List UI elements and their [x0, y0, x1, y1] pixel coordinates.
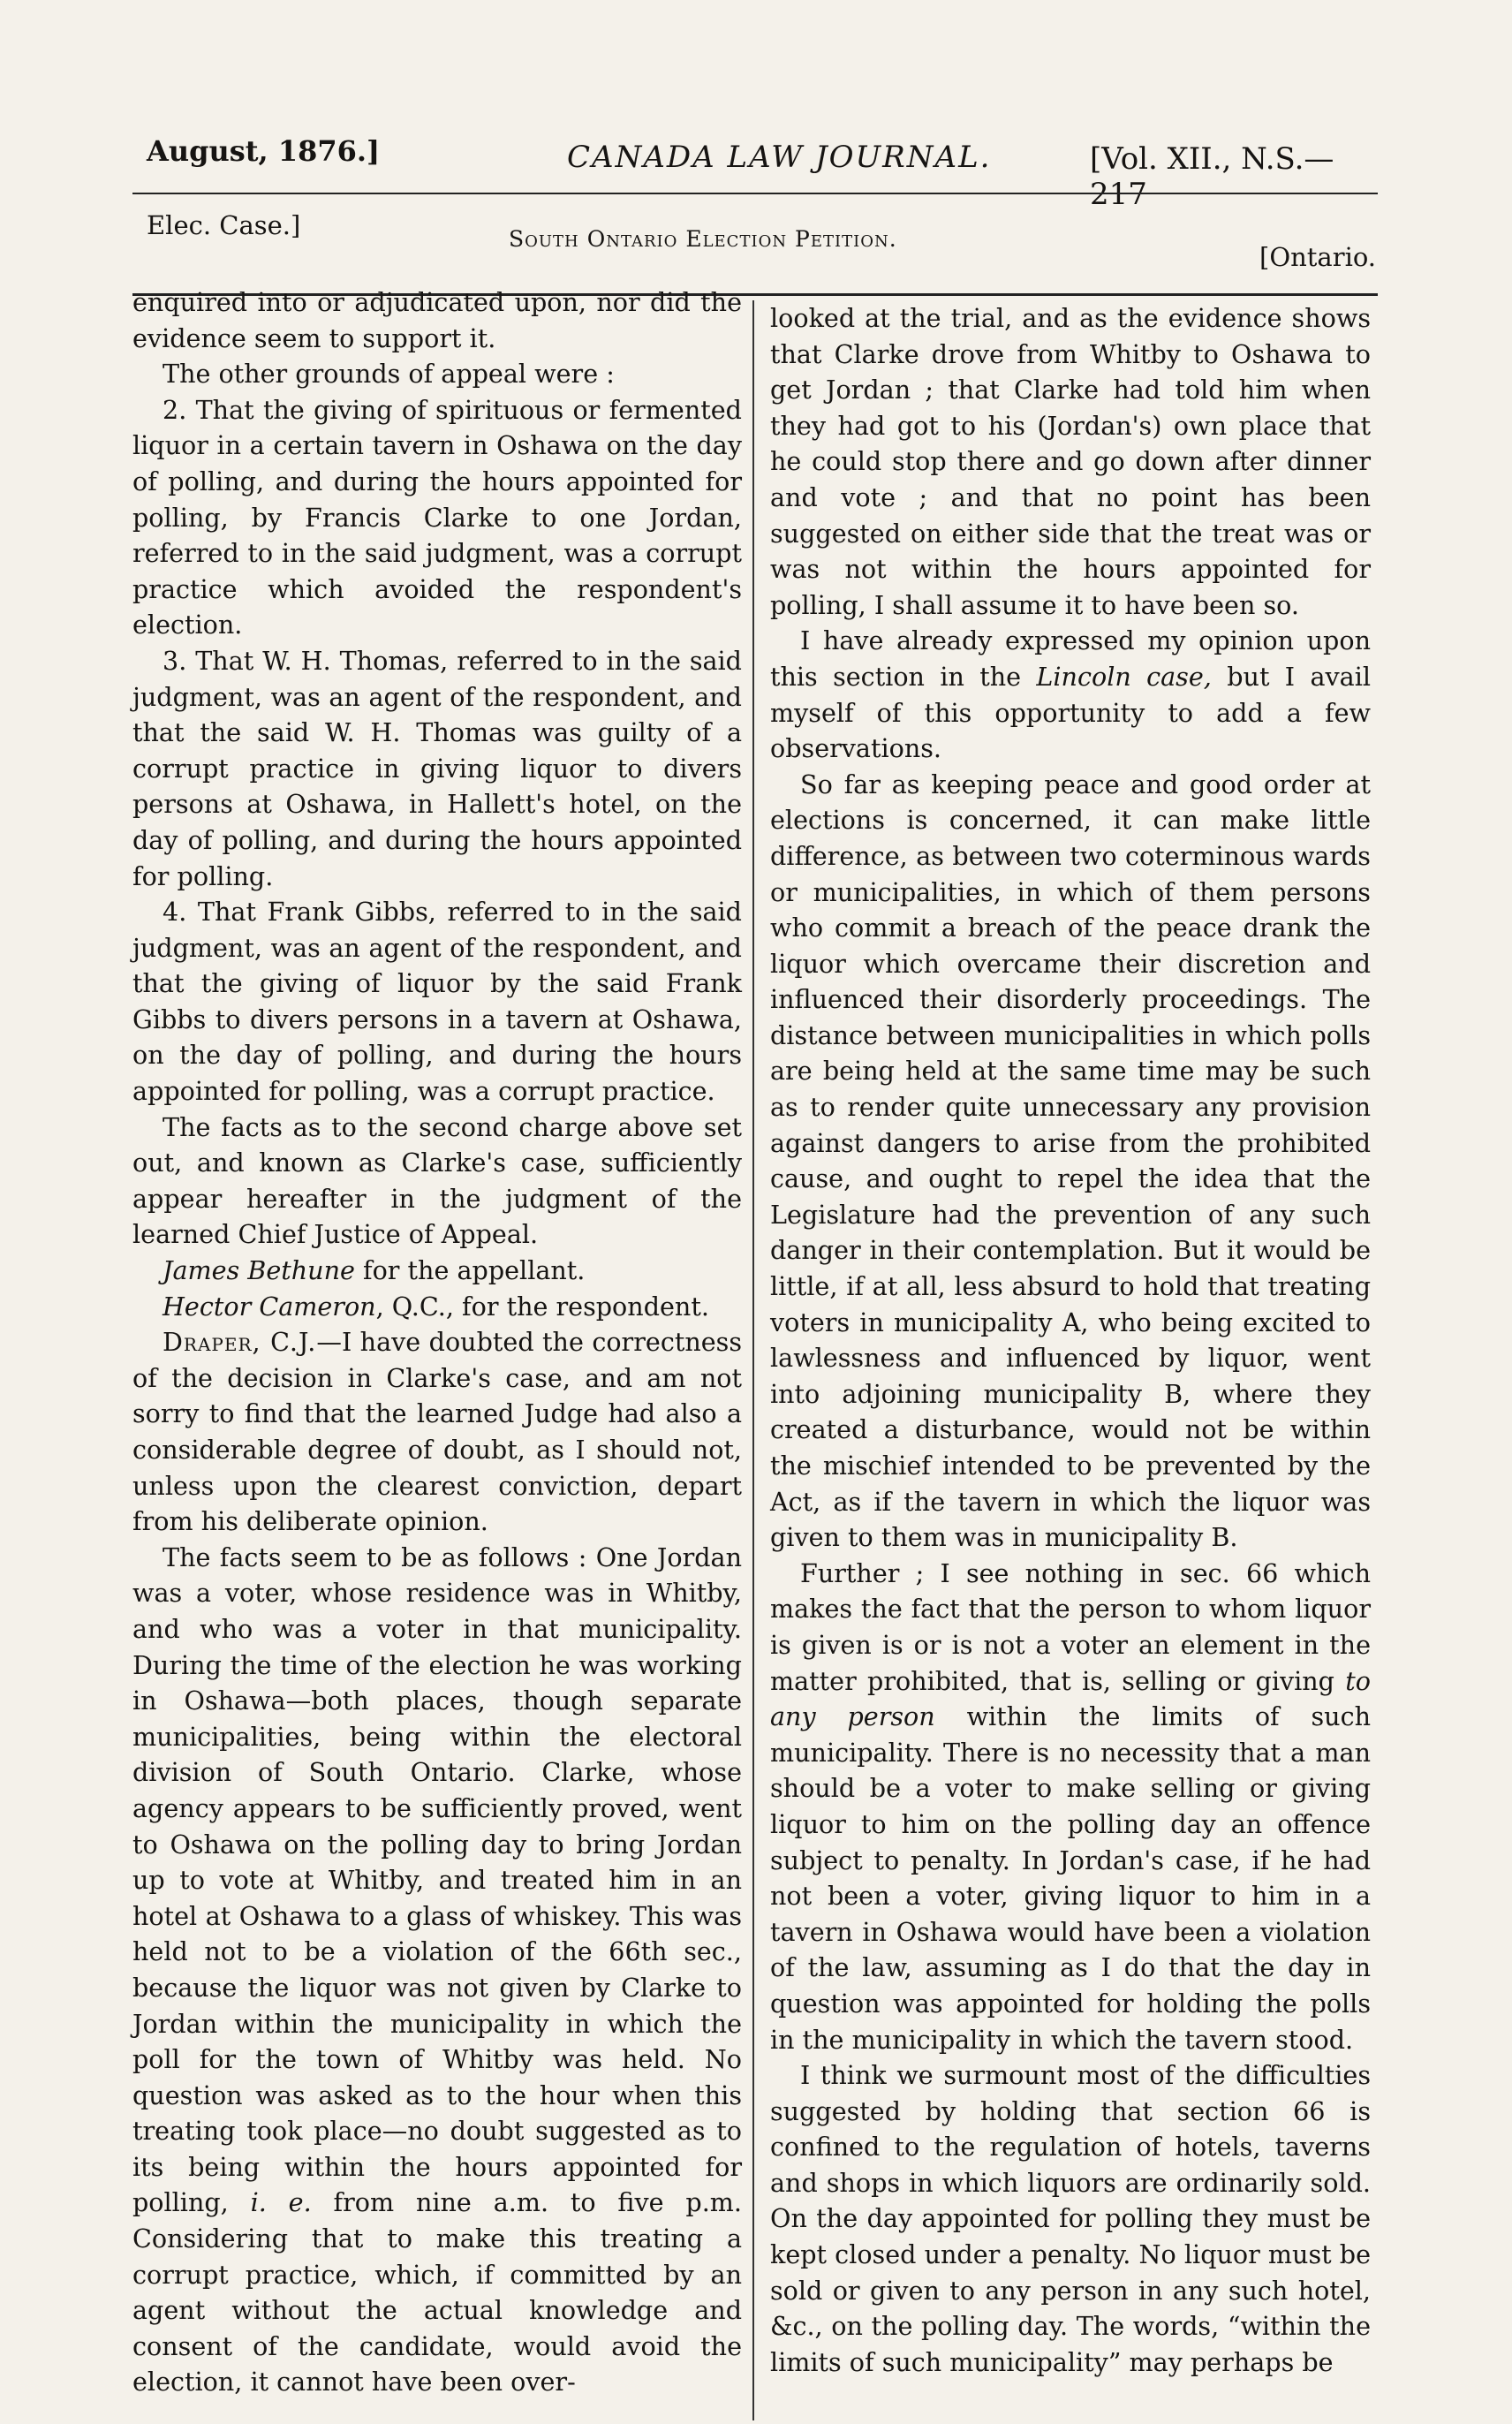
paragraph: looked at the trial, and as the evidence shows that Clarke drove from Whitby to Oshawa to get Jordan ; that Clarke had told him when they had got to his (Jordan's) own place that he could stop there and go down after dinner and vote ; and that no point has been suggested on either side that the treat was or was not within the hours appointed for polling, I shall assume it to have been so.	[770, 303, 1371, 620]
paragraph: The other grounds of appeal were :	[163, 359, 615, 390]
volume-page-number: [Vol. XII., N.S.—217	[1090, 141, 1334, 212]
counsel-name: James Bethune	[163, 1255, 355, 1286]
header-rule	[132, 193, 1378, 194]
counsel-line	[132, 1253, 742, 1289]
journal-title: CANADA LAW JOURNAL.	[567, 140, 992, 175]
text-run: but I avail myself of this opportunity to add a few observations.	[770, 661, 1371, 764]
paragraph: 3. That W. H. Thomas, referred to in the said judgment, was an agent of the respondent, and that the said W. H. Thomas was guilty of a corrupt practice in giving liquor to divers persons at Oshawa, in Hallett's hotel, on the day of polling, and during the hours appointed for polling.	[132, 645, 742, 891]
judgment-paragraph	[132, 1324, 742, 1540]
text-run: Further ; I see nothing in sec. 66 which makes the fact that the person to whom liquor is given is or is not a voter an element in the matter prohibited, that is, selling or giving	[770, 1557, 1371, 1696]
paragraph: enquired into or adjudicated upon, nor did the evidence seem to support it.	[132, 287, 742, 353]
counsel-line	[132, 1289, 742, 1325]
counsel-name: Hector Cameron	[163, 1291, 376, 1322]
text-run: The facts seem to be as follows : One Jordan was a voter, whose residence was in Whitby, and who was a voter in that municipality. During the time of the election he was working in Oshawa—both places, though separate municipalities, being within the electoral division of South Ontario. Clarke, whose agency appears to be sufficiently proved, went to Oshawa on the polling day to bring Jordan up to vote at Whitby, and treated him in an hotel at Oshawa to a glass of whiskey. This was held not to be a violation of the 66th sec., because the liquor was not given by Clarke to Jordan within the municipality in which the poll for the town of Whitby was held. No question was asked as to the hour when this treating took place—no doubt suggested as to its being within the hours appointed for polling,	[132, 1542, 742, 2218]
section-header	[147, 210, 1383, 272]
right-column	[770, 300, 1371, 2380]
case-title: South Ontario Election Petition.	[509, 226, 897, 252]
running-header	[147, 134, 1383, 212]
paragraph: I think we surmount most of the difficulties suggested by holding that section 66 is confined to the regulation of hotels, taverns and shops in which liquors are ordinarily sold. On the day appointed for polling they must be kept closed under a penalty. No liquor must be sold or given to any person in any such hotel, &c., on the polling day. The words, “within the limits of such municipality” may perhaps be	[770, 2060, 1371, 2377]
paragraph: The facts as to the second charge above set out, and known as Clarke's case, sufficiently appear hereafter in the judgment of the learned Chief Justice of Appeal.	[132, 1111, 742, 1250]
paragraph	[132, 1540, 742, 2400]
counsel-role: , Q.C., for the respondent.	[375, 1291, 709, 1322]
paragraph: 2. That the giving of spirituous or fermented liquor in a certain tavern in Oshawa on the day of polling, and during the hours appointed for polling, by Francis Clarke to one Jordan, referred to in the said judgment, was a corrupt practice which avoided the respondent's election.	[132, 394, 742, 640]
case-citation: Lincoln case,	[1036, 661, 1212, 692]
left-column	[132, 284, 742, 2400]
paragraph: So far as keeping peace and good order at elections is concerned, it can make little difference, as between two coterminous wards or municipalities, in which of them persons who commit a breach of the peace drank the liquor which overcame their discretion and influenced their disorderly proceedings. The distance between municipalities in which polls are being held at the same time may be such as to render quite unnecessary any provision against dangers to arise from the prohibited cause, and ought to repel the idea that the Legislature had the prevention of any such danger in their contemplation. But it would be little, if at all, less absurd to hold that treating voters in municipality A, who being excited to lawlessness and influenced by liquor, went into adjoining municipality B, where they created a disturbance, would not be within the mischief intended to be prevented by the Act, as if the tavern in which the liquor was given to them was in municipality B.	[770, 769, 1371, 1553]
text-run: I have already expressed my opinion upon this section in the	[770, 625, 1371, 692]
paragraph	[770, 623, 1371, 766]
judgment-text: —I have doubted the correctness of the decision in Clarke's case, and am not sorry to find that the learned Judge had also a considerable degree of doubt, as I should not, unless upon the clearest conviction, depart from his deliberate opinion.	[132, 1327, 743, 1537]
text-run-italic: i. e.	[250, 2187, 312, 2218]
text-run-italic: to any person	[770, 1665, 1371, 1732]
column-divider	[752, 300, 754, 2420]
text-run: within the limits of such municipality. There is no necessity that a man should be a voter to make selling or giving liquor to him on the polling day an offence subject to penalty. In Jordan's case, if he had not been a voter, giving liquor to him in a tavern in Oshawa would have been a violation of the law, assuming as I do that the day in question was appointed for holding the polls in the municipality in which the tavern stood.	[770, 1701, 1372, 2055]
text-run: from nine a.m. to five p.m. Considering that to make this treating a corrupt practice, which, if committed by an agent without the actual knowledge and consent of the candidate, would avoid the election, it cannot have been over-	[132, 2187, 742, 2397]
counsel-role: for the appellant.	[354, 1255, 586, 1286]
case-type: Elec. Case.]	[147, 210, 301, 240]
paragraph: 4. That Frank Gibbs, referred to in the said judgment, was an agent of the respondent, and that the giving of liquor by the said Frank Gibbs to divers persons in a tavern at Oshawa, on the day of polling, and during the hours appointed for polling, was a corrupt practice.	[132, 897, 742, 1107]
issue-date: August, 1876.]	[147, 134, 381, 168]
jurisdiction: [Ontario.	[1259, 242, 1377, 272]
judge-name: Draper, C.J.	[163, 1327, 317, 1358]
paragraph	[770, 1556, 1371, 2057]
